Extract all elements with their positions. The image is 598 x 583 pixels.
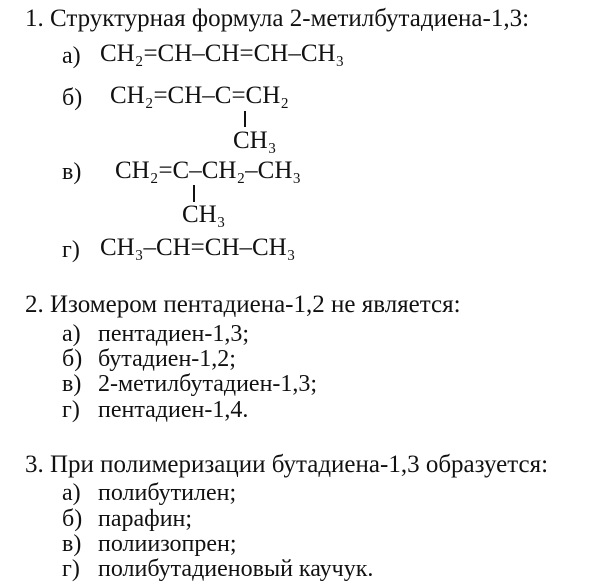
q2-option-a-text: пентадиен-1,3; (98, 321, 249, 347)
q3-option-b-label: б) (62, 506, 83, 532)
q2-option-d-text: пентадиен-1,4. (98, 397, 249, 423)
q2-option-b-label: б) (62, 346, 83, 372)
q3-option-a-label: а) (62, 480, 81, 506)
q1-option-c-branch-bond (193, 185, 195, 202)
q3-option-a-text: полибутилен; (98, 480, 237, 506)
q1-option-b-branch: CH₃ (233, 127, 277, 154)
q2-option-b-text: бутадиен-1,2; (98, 346, 236, 372)
q2-option-c-label: в) (62, 371, 82, 397)
question-1-title: 1. Структурная формула 2-метилбутадиена-1,3: (25, 5, 530, 32)
q1-option-a-label: а) (62, 43, 81, 69)
q1-option-b-label: б) (62, 85, 83, 111)
q2-option-a-label: а) (62, 321, 81, 347)
q1-option-d-label: г) (62, 237, 80, 263)
question-3-title: 3. При полимеризации бутадиена-1,3 образуется: (25, 451, 549, 478)
q3-option-d-text: полибутадиеновый каучук. (98, 556, 374, 582)
q2-option-d-label: г) (62, 397, 80, 423)
q1-option-b-branch-bond (244, 111, 246, 127)
q3-option-c-text: полиизопрен; (98, 531, 237, 557)
q1-option-a-formula: CH₂=CH–CH=CH–CH₃ (100, 40, 345, 67)
q3-option-c-label: в) (62, 531, 82, 557)
q1-option-c-label: в) (62, 159, 82, 185)
q1-option-c-branch: CH₃ (182, 201, 226, 228)
q1-option-c-formula: CH₂=C–CH₂–CH₃ (115, 157, 302, 184)
question-2-title: 2. Изомером пентадиена-1,2 не является: (25, 291, 461, 318)
q3-option-d-label: г) (62, 556, 80, 582)
q3-option-b-text: парафин; (98, 506, 193, 532)
q2-option-c-text: 2-метилбутадиен-1,3; (98, 371, 318, 397)
q1-option-d-formula: CH₃–CH=CH–CH₃ (100, 234, 296, 261)
q1-option-b-formula: CH₂=CH–C=CH₂ (110, 82, 289, 109)
